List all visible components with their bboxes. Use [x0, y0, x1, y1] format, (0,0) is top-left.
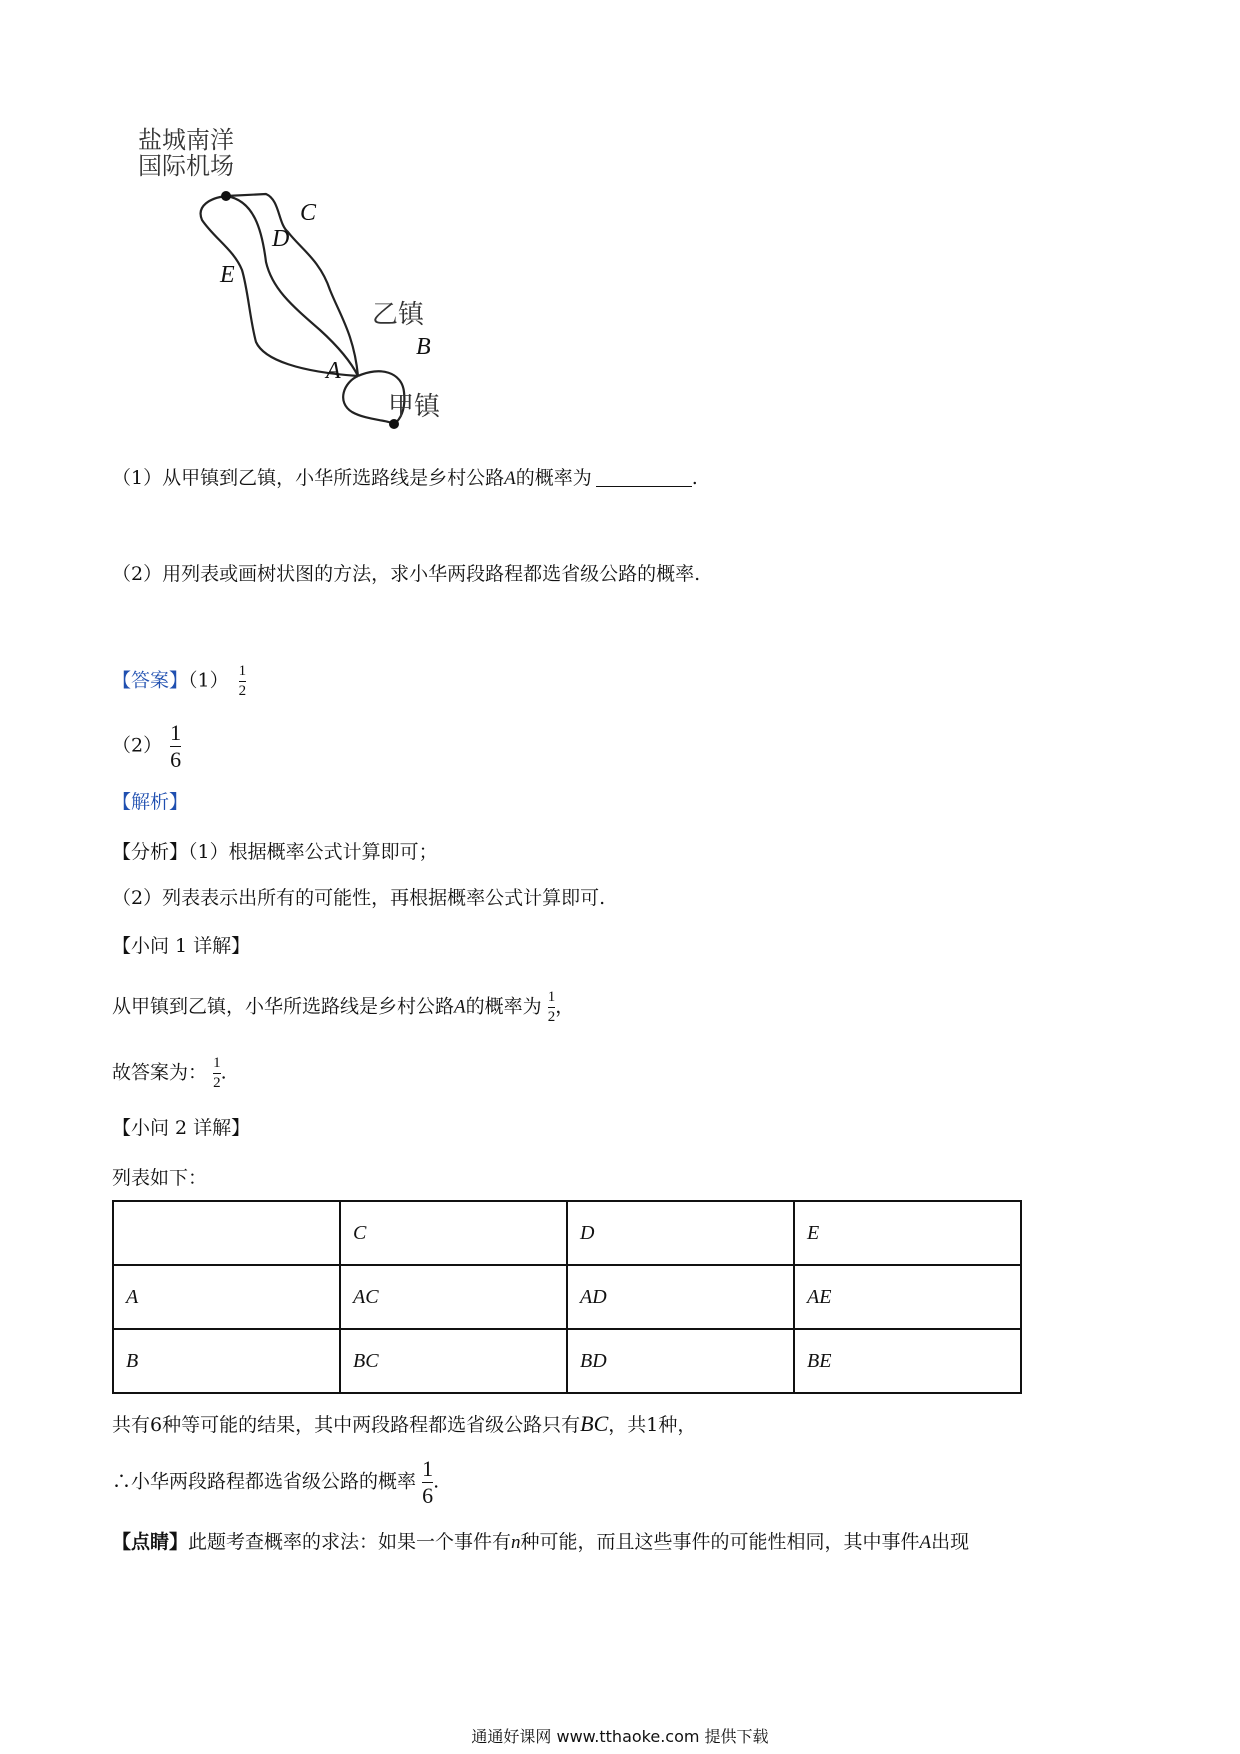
result-prefix: 共有	[112, 1414, 151, 1436]
conclusion-end: .	[433, 1470, 440, 1493]
page-footer: 通通好课网 www.tthaoke.com 提供下载	[471, 1727, 769, 1746]
result-mid2: ，共	[608, 1414, 647, 1436]
table-cell	[113, 1201, 340, 1265]
sub1-prefix: 从甲镇到乙镇，小华所选路线是乡村公路	[112, 995, 455, 1018]
road-a-label: A	[326, 358, 341, 384]
conclusion-fraction	[422, 1458, 433, 1507]
result-var: BC	[580, 1411, 609, 1436]
q1-answer-blank	[596, 468, 692, 487]
table-cell: BE	[794, 1329, 1021, 1393]
q1-suffix: 的概率为	[515, 467, 592, 489]
table-cell: BC	[340, 1329, 567, 1393]
sub1-answer-prefix: 故答案为：	[112, 1061, 208, 1084]
dianjing-text-3: 出现	[931, 1531, 970, 1553]
fenxi-line-1	[112, 840, 438, 864]
conclusion-line	[112, 1458, 439, 1507]
answer-part1	[112, 664, 246, 699]
result-count2: 1	[646, 1414, 659, 1436]
sub2-title: 【小问 2 详解】	[112, 1117, 251, 1139]
dianjing-text-1: 此题考查概率的求法：如果一个事件有	[188, 1531, 512, 1553]
sub1-var: A	[454, 996, 466, 1018]
fenxi-line-2: （2）列表表示出所有的可能性，再根据概率公式计算即可.	[112, 887, 606, 909]
result-mid: 种等可能的结果，其中两段路程都选省级公路只有	[162, 1414, 581, 1436]
table-row	[113, 1329, 1021, 1393]
dianjing-text-2: 种可能，而且这些事件的可能性相同，其中事件	[520, 1531, 920, 1553]
airport-point	[221, 191, 231, 201]
fraction-denominator: 2	[213, 1075, 221, 1091]
fenxi-label: 【分析】	[112, 841, 189, 863]
table-cell: AC	[340, 1265, 567, 1329]
airport-label-line1: 盐城南洋	[138, 126, 234, 154]
town-jia-label: 甲镇	[388, 392, 441, 422]
road-e-label: E	[220, 262, 235, 288]
result-line	[112, 1412, 696, 1437]
conclusion-prefix: ∴小华两段路程都选省级公路的概率	[112, 1470, 417, 1493]
table-cell: AE	[794, 1265, 1021, 1329]
table-row	[113, 1201, 1021, 1265]
fraction-numerator: 1	[170, 720, 182, 745]
dianjing-var2: A	[919, 1532, 932, 1553]
q1-prefix: （1）从甲镇到乙镇，小华所选路线是乡村公路	[112, 467, 505, 489]
town-yi-label: 乙镇	[372, 300, 425, 330]
road-c-label: C	[300, 200, 317, 226]
road-a-path	[343, 376, 394, 424]
fraction-bar	[239, 681, 247, 682]
table-cell: BD	[567, 1329, 794, 1393]
road-d-label: D	[272, 226, 290, 252]
fraction-denominator: 2	[547, 1009, 556, 1025]
fraction-numerator: 1	[422, 1456, 434, 1481]
fraction-numerator: 1	[213, 1055, 221, 1071]
answer-part1-fraction	[239, 664, 247, 699]
sub1-line	[112, 990, 574, 1025]
route-map-figure	[130, 120, 470, 430]
table-cell: D	[567, 1201, 794, 1265]
airport-label-line2: 国际机场	[138, 152, 234, 180]
table-cell: C	[340, 1201, 567, 1265]
result-end: 种，	[658, 1414, 697, 1436]
sub1-answer-fraction	[213, 1056, 221, 1091]
sub1-answer-end: .	[220, 1061, 227, 1084]
result-count: 6	[150, 1414, 163, 1436]
answer-part2-prefix: （2）	[112, 734, 163, 757]
q1-end: .	[691, 467, 698, 489]
question-2: （2）用列表或画树状图的方法，求小华两段路程都选省级公路的概率.	[112, 563, 701, 585]
sub2-intro: 列表如下：	[112, 1167, 208, 1189]
table-cell: B	[113, 1329, 340, 1393]
answer-part2-fraction	[170, 722, 181, 771]
sub1-title: 【小问 1 详解】	[112, 935, 251, 957]
table-cell: E	[794, 1201, 1021, 1265]
table-row	[113, 1265, 1021, 1329]
sub1-answer-line	[112, 1056, 227, 1091]
analysis-label: 【解析】	[112, 791, 189, 813]
fraction-numerator: 1	[238, 663, 247, 679]
fenxi-text-1: （1）根据概率公式计算即可；	[188, 841, 438, 863]
fraction-denominator: 2	[238, 683, 247, 699]
fraction-numerator: 1	[547, 989, 556, 1005]
fraction-bar	[213, 1073, 221, 1074]
answer-part1-prefix: （1）	[188, 669, 229, 692]
outcome-table	[112, 1200, 1022, 1394]
fraction-denominator: 6	[422, 1483, 434, 1508]
dianjing-label: 【点睛】	[112, 1531, 189, 1553]
answer-part2	[112, 722, 181, 771]
sub1-suffix: 的概率为	[465, 995, 542, 1018]
q1-var: A	[504, 468, 516, 489]
dianjing-var: n	[511, 1532, 521, 1553]
fraction-denominator: 6	[170, 747, 182, 772]
dianjing-line	[112, 1530, 969, 1555]
sub1-end: ，	[555, 995, 575, 1018]
question-1	[112, 466, 698, 491]
table-cell: A	[113, 1265, 340, 1329]
table-cell: AD	[567, 1265, 794, 1329]
road-b-label: B	[416, 334, 431, 360]
answer-label: 【答案】	[112, 669, 189, 692]
